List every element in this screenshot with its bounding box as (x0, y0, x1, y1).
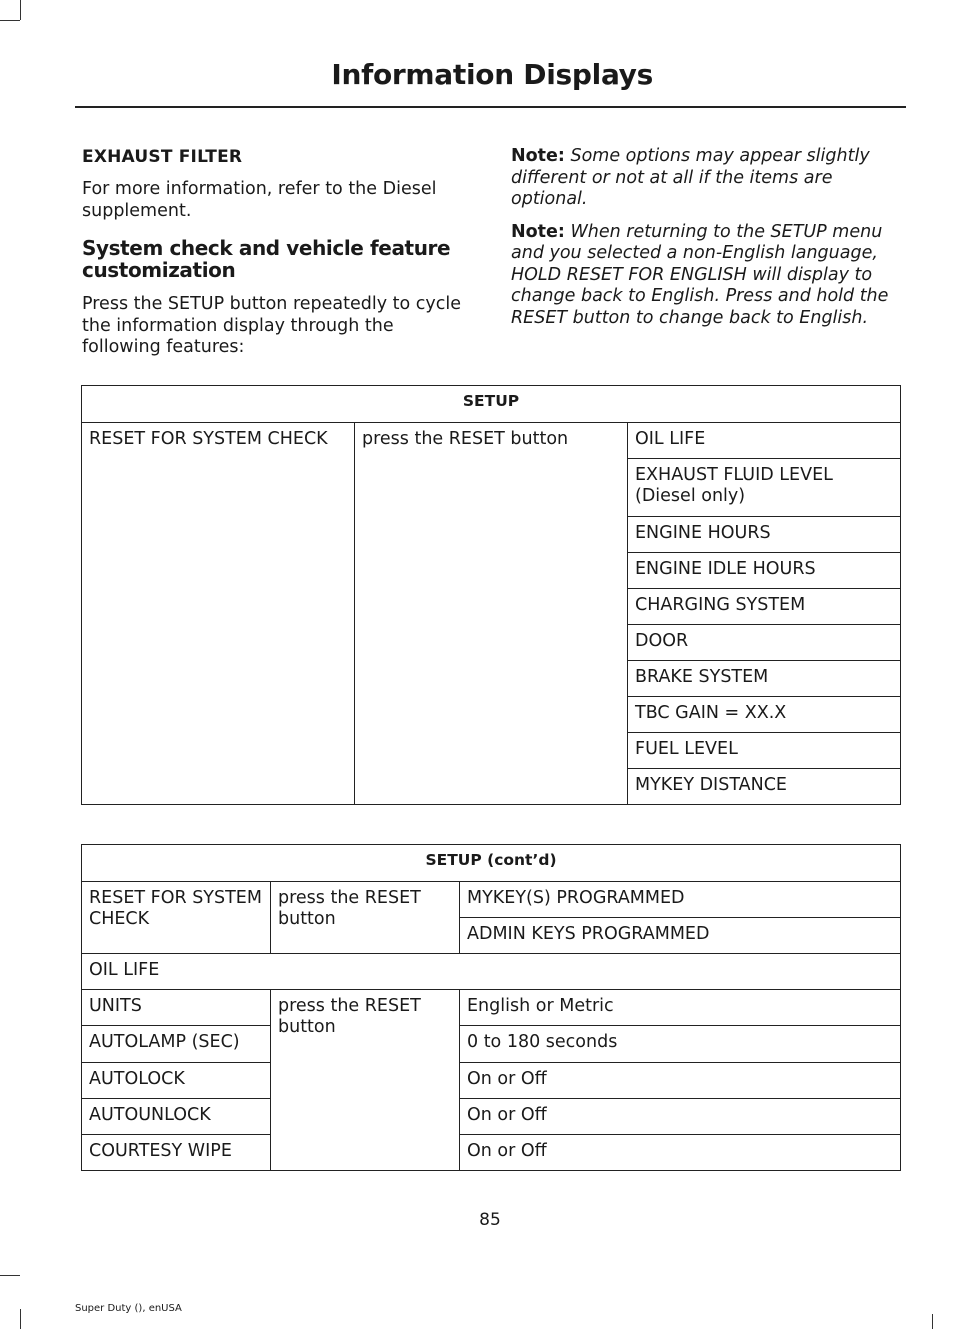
crop-mark (0, 1275, 20, 1276)
note-label: Note: (511, 146, 565, 166)
value-cell: 0 to 180 seconds (460, 1026, 901, 1063)
feature-cell: COURTESY WIPE (82, 1135, 271, 1171)
setup-item: ENGINE HOURS (628, 517, 901, 553)
press-reset-cell: press the RESET button (355, 423, 628, 805)
setup-item: BRAKE SYSTEM (628, 661, 901, 697)
feature-cell: AUTOLAMP (SEC) (82, 1026, 271, 1063)
oil-life-row: OIL LIFE (82, 954, 901, 990)
page-number: 85 (479, 1210, 501, 1230)
setup-item: CHARGING SYSTEM (628, 589, 901, 625)
note-text: When returning to the SETUP menu and you selected a non-English language, HOLD RESET FOR ENGLISH will display to change back to English. Press and hold the RESET button to change back to English. (511, 221, 889, 328)
setup-item: DOOR (628, 625, 901, 661)
reset-system-check-cell: RESET FOR SYSTEM CHECK (82, 882, 271, 954)
exhaust-filter-text: For more information, refer to the Diesel supplement. (82, 179, 437, 221)
setup-item: FUEL LEVEL (628, 733, 901, 769)
reset-system-check-cell: RESET FOR SYSTEM CHECK (82, 423, 355, 805)
footer-text: Super Duty (), enUSA (75, 1303, 182, 1314)
setup-item: TBC GAIN = XX.X (628, 697, 901, 733)
feature-cell: UNITS (82, 990, 271, 1026)
crop-mark (20, 0, 21, 20)
press-reset-cell: press the RESET button (271, 882, 460, 954)
value-cell: English or Metric (460, 990, 901, 1026)
feature-cell: AUTOUNLOCK (82, 1099, 271, 1135)
setup-contd-table (81, 844, 901, 1171)
left-column (82, 146, 474, 359)
header-divider (75, 106, 906, 108)
note-text: Some options may appear slightly different or not at all if the items are optional. (511, 146, 870, 209)
setup-table (81, 385, 901, 805)
feature-cell: AUTOLOCK (82, 1063, 271, 1099)
value-cell: On or Off (460, 1063, 901, 1099)
setup-item: ENGINE IDLE HOURS (628, 553, 901, 589)
value-cell: On or Off (460, 1099, 901, 1135)
setup-item: MYKEY(S) PROGRAMMED (460, 882, 901, 918)
right-column (511, 146, 906, 340)
system-check-heading: System check and vehicle feature customization (82, 236, 451, 282)
setup-table-header: SETUP (82, 386, 901, 423)
system-check-text: Press the SETUP button repeatedly to cycle the information display through the following features: (82, 294, 462, 357)
setup-item: ADMIN KEYS PROGRAMMED (460, 918, 901, 954)
setup-item: EXHAUST FLUID LEVEL (Diesel only) (628, 459, 901, 517)
setup-item: OIL LIFE (628, 423, 901, 459)
note-options (511, 146, 906, 211)
exhaust-filter-heading: EXHAUST FILTER (82, 147, 243, 167)
note-label: Note: (511, 221, 565, 242)
setup-item: MYKEY DISTANCE (628, 769, 901, 805)
note-language (511, 222, 906, 330)
crop-mark (932, 1314, 933, 1329)
crop-mark (20, 1309, 21, 1329)
value-cell: On or Off (460, 1135, 901, 1171)
crop-mark (0, 20, 20, 21)
press-reset-cell: press the RESET button (271, 990, 460, 1171)
setup-contd-header: SETUP (cont’d) (82, 845, 901, 882)
page-title: Information Displays (331, 58, 653, 91)
